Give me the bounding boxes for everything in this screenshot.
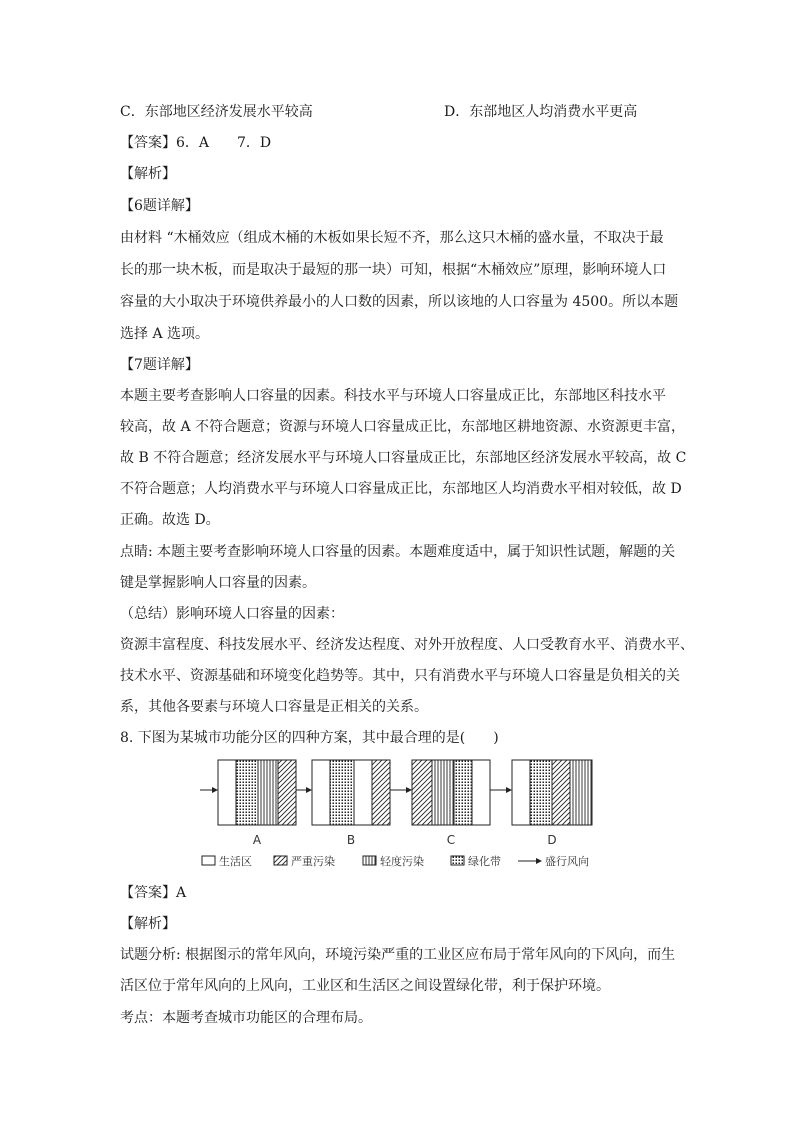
- q8-line: 活区位于常年风向的上风向，工业区和生活区之间设置绿化带，利于保护环境。: [120, 978, 610, 994]
- dianjing-line: 键是掌握影响人口容量的因素。: [120, 575, 316, 591]
- q7-line: 正确。故选 D。: [120, 512, 220, 528]
- q6-line: 由材料 “木桶效应（组成木桶的木板如果长短不齐，那么这只木桶的盛水量，不取决于最: [120, 230, 664, 246]
- summary-heading: （总结）影响环境人口容量的因素：: [120, 606, 344, 622]
- scheme-label-b: B: [346, 833, 356, 847]
- option-c: C．东部地区经济发展水平较高: [120, 104, 313, 120]
- dianjing-line: 点睛: 本题主要考查影响环境人口容量的因素。本题难度适中，属于知识性试题，解题的关: [120, 544, 676, 560]
- summary-line: 资源丰富程度、科技发展水平、经济发达程度、对外开放程度、人口受教育水平、消费水平、: [120, 637, 694, 653]
- city-zoning-diagram: [200, 757, 600, 872]
- summary-line: 技术水平、资源基础和环境变化趋势等。其中，只有消费水平与环境人口容量是负相关的关: [120, 668, 680, 684]
- q7-line: 本题主要考查影响人口容量的因素。科技水平与环境人口容量成正比，东部地区科技水平: [120, 388, 666, 404]
- q8-stem: 8. 下图为某城市功能分区的四种方案，其中最合理的是( ): [120, 730, 499, 746]
- q7-line: 不符合题意；人均消费水平与环境人口容量成正比，东部地区人均消费水平相对较低，故 D: [120, 481, 682, 497]
- q6-line: 长的那一块木板，而是取决于最短的那一块）可知，根据“木桶效应”原理，影响环境人口: [120, 262, 667, 278]
- scheme-label-a: A: [252, 833, 262, 847]
- option-d: D．东部地区人均消费水平更高: [444, 104, 638, 120]
- legend-label: 绿化带: [468, 855, 501, 868]
- legend-label: 盛行风向: [545, 855, 589, 868]
- legend-swatch-severe: [274, 856, 287, 865]
- q6-heading: 【6题详解】: [120, 198, 199, 214]
- legend-swatch-light: [363, 856, 376, 865]
- q7-heading: 【7题详解】: [120, 357, 199, 373]
- legend: [202, 854, 589, 868]
- q6-line: 容量的大小取决于环境供养最小的人口数的因素，所以该地的人口容量为 4500。所以本题: [120, 294, 679, 310]
- scheme-b: [312, 760, 390, 825]
- kaodian: 考点：本题考查城市功能区的合理布局。: [120, 1010, 372, 1026]
- q6-line: 选择 A 选项。: [120, 326, 210, 342]
- legend-label: 严重污染: [291, 855, 335, 868]
- scheme-a: [218, 760, 296, 825]
- answer-8: 【答案】A: [120, 885, 187, 901]
- q7-line: 较高，故 A 不符合题意；资源与环境人口容量成正比，东部地区耕地资源、水资源更丰富，: [120, 419, 686, 435]
- analysis-heading: 【解析】: [120, 166, 176, 182]
- scheme-label-d: D: [547, 833, 557, 847]
- legend-label: 生活区: [219, 855, 252, 868]
- scheme-d: [512, 760, 592, 825]
- legend-swatch-green: [451, 856, 464, 865]
- answer-6-7: 【答案】6．A 7．D: [120, 135, 272, 151]
- scheme-label-c: C: [446, 833, 456, 847]
- q8-line: 试题分析: 根据图示的常年风向，环境污染严重的工业区应布局于常年风向的下风向，而生: [120, 947, 676, 963]
- analysis-heading: 【解析】: [120, 916, 176, 932]
- legend-label: 轻度污染: [380, 855, 424, 868]
- legend-swatch-living: [202, 856, 215, 865]
- summary-line: 系，其他各要素与环境人口容量是正相关的关系。: [120, 699, 428, 715]
- q7-line: 故 B 不符合题意；经济发展水平与环境人口容量成正比，东部地区经济发展水平较高，故 C: [120, 450, 687, 466]
- scheme-c: [412, 760, 490, 825]
